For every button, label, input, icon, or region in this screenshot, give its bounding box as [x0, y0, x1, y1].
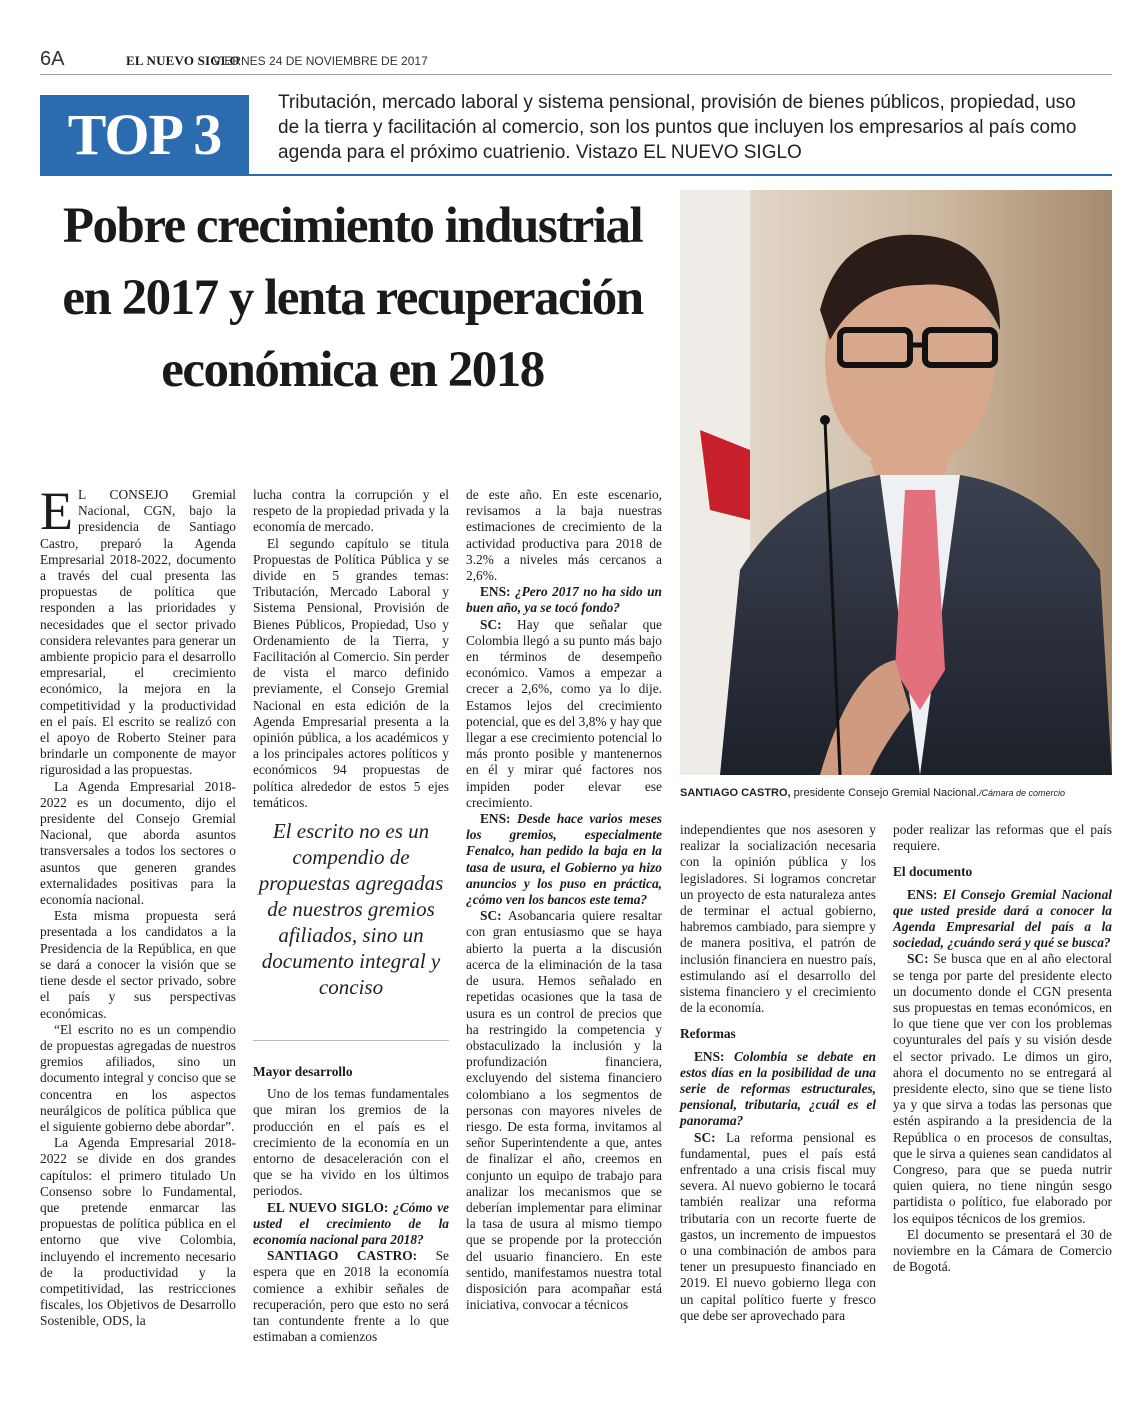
paragraph: de este año. En este escenario, revisamos a la baja nuestras estimaciones de crecimiento de la actividad productiva para 2018 de 3.2% a niveles más cercanos a 2,6%.: [466, 487, 662, 584]
paragraph: lucha contra la corrupción y el respeto de la propiedad privada y la economía de mercado.: [253, 487, 449, 535]
question-text: Desde hace varios meses los gremios, especialmente Fenalco, han pedido la baja en la tasa de usura, el Gobierno ya hizo anuncios y los puso en práctica, ¿cómo ven los bancos este tema?: [466, 811, 662, 908]
caption-text: presidente Consejo Gremial Nacional.: [790, 787, 979, 799]
top3-badge: TOP 3: [40, 95, 249, 174]
article-column-4: [680, 822, 876, 1324]
article-column-1: [40, 481, 236, 1330]
article-column-2: [253, 487, 449, 811]
answer-speaker: SC:: [480, 908, 502, 924]
question-text: ¿Cómo ve usted el crecimiento de la economía nacional para 2018?: [253, 1199, 449, 1248]
answer-speaker: SC:: [694, 1129, 716, 1145]
article-photo: [680, 190, 1112, 775]
question-speaker: ENS:: [480, 584, 511, 600]
paragraph: independientes que nos asesoren y realizar la socialización necesaria con la opinión pública y los legisladores. Si logramos concretar un proyecto de esta naturaleza antes de terminar el actual gobierno, habremos cambiado, para siempre y de manera positiva, el patrón de inclusión financiera en nuestro país, estimulando así el desarrollo del sistema financiero y el crecimiento de la economía.: [680, 822, 876, 1016]
paragraph: Esta misma propuesta será presentada a los candidatos a la Presidencia de la República, en que se dará a conocer la visión que se tiene desde el sector privado, sobre el país y sus perspectivas económicas.: [40, 908, 236, 1021]
issue-date: VIERNES 24 DE NOVIEMBRE DE 2017: [213, 54, 428, 68]
question-text: El Consejo Gremial Nacional que usted preside dará a conocer la Agenda Empresarial del país a la sociedad, ¿cuándo será y qué se busca?: [893, 886, 1112, 951]
subheading: El documento: [893, 864, 973, 880]
answer-text: Hay que señalar que Colombia llegó a su punto más bajo en términos de desempeño económico. Vamos a empezar a crecer a 2,6%, como ya lo dije. Estamos lejos del crecimiento potencial, que es del 3,8% y hay que llegar a ese crecimiento potencial lo más pronto posible y mantenernos en él y mirar qué factores nos impiden poder elevar ese crecimiento.: [466, 616, 662, 810]
paragraph: El segundo capítulo se titula Propuestas de Política Pública y se divide en 5 grandes temas: Tributación, Mercado Laboral y Sistema Pensional, Provisión de Bienes Públicos, Propiedad, Uso y Ordenamiento de la Tierra, y Facilitación al Comercio. Sin perder de vista el marco definido previamente, el Consejo Gremial Nacional en esta edición de la Agenda Empresarial presenta a la opinión pública, a los académicos y a los principales actores políticos y económicos 94 propuestas de política alrededor de estos 5 ejes temáticos.: [253, 535, 449, 810]
answer-speaker: SC:: [480, 616, 502, 632]
portrait-image: [680, 190, 1112, 775]
answer-speaker: SC:: [907, 951, 929, 967]
article-headline: Pobre crecimiento industrial en 2017 y lenta recuperación económica en 2018: [62, 198, 643, 398]
article-column-2-lower: [253, 1064, 449, 1345]
answer-text: La reforma pensional es fundamental, pues el país está enfrentado a una crisis fiscal muy severa. Al nuevo gobierno le tocará también realizar una reforma tributaria con un recorte fuerte de gastos, un incremento de impuestos o una combinación de ambos para tener un presupuesto financiado en 2019. El nuevo gobierno llega con un capital político fuerte y fresco que debe ser aprovechado para: [680, 1129, 876, 1323]
paragraph: L CONSEJO Gremial Nacional, CGN, bajo la presidencia de Santiago Castro, preparó la Agenda Empresarial 2018-2022, documento a través del cual presenta las propuestas de política que responden a las prioridades y necesidades que el sector privado considera relevantes para generar un ambiente propicio para el desarrollo empresarial, el crecimiento económico, la mejora en la competitividad y la productividad en el país. El escrito se realizó con el apoyo de Roberto Steiner para brindarle un componente de mayor rigurosidad a las propuestas.: [40, 487, 236, 778]
paragraph: La Agenda Empresarial 2018-2022 se divide en dos grandes capítulos: el primero titulado Un Consenso sobre lo Fundamental, que pretende enmarcar las propuestas de política pública en el entorno que vive Colombia, incluyendo el incremento necesario de la productividad y la competitividad, las restricciones fiscales, los Objetivos de Desarrollo Sostenible, ODS, la: [40, 1135, 236, 1329]
article-column-5: [893, 822, 1112, 1275]
paragraph: Uno de los temas fundamentales que miran los gremios de la producción en el país es el crecimiento de la economía en un entorno de desaceleración con el que se ha vivido en los últimos periodos.: [253, 1086, 449, 1199]
question-speaker: ENS:: [907, 886, 938, 902]
drop-cap: E: [40, 481, 73, 541]
question-text: Colombia se debate en estos días en la posibilidad de una serie de reformas estructurales, pensional, tributaria, ¿cuál es el panorama?: [680, 1048, 876, 1129]
article-column-3: [466, 487, 662, 1313]
pull-quote: El escrito no es un compendio de propuestas agregadas de nuestros gremios afiliados, sino un documento integral y conciso: [258, 819, 444, 999]
answer-text: Se espera que en 2018 la economía comience a exhibir señales de recuperación, pero que esto no será tan contundente frente a lo que estimaban a comienzos: [253, 1248, 449, 1345]
answer-text: Asobancaria quiere resaltar con gran entusiasmo que se haya abierto la puerta a la discusión acerca de la eliminación de la tasa de usura. Hemos señalado en repetidas ocasiones que la tasa de usura es un control de precios que ha restringido la competencia y obstaculizado la inclusión y la profundización financiera, excluyendo del sistema financiero colombiano a los segmentos de personas con mayores niveles de riesgo. De esta forma, invitamos al señor Superintendente a que, antes de finalizar el año, creemos en conjunto un equipo de trabajo para analizar los mecanismos que se deberían implementar para eliminar la tasa de usura al mismo tiempo que se propende por la protección del usuario financiero. En este sentido, manifestamos nuestra total disposición para acompañar está iniciativa, convocar a técnicos: [466, 908, 662, 1313]
pull-quote-divider: [253, 1040, 449, 1041]
page-number: 6A: [40, 48, 65, 70]
paragraph: El documento se presentará el 30 de noviembre en la Cámara de Comercio de Bogotá.: [893, 1226, 1112, 1275]
paragraph: poder realizar las reformas que el país requiere.: [893, 822, 1112, 854]
question-text: ¿Pero 2017 no ha sido un buen año, ya se tocó fondo?: [466, 584, 662, 616]
top3-summary: Tributación, mercado laboral y sistema pensional, provisión de bienes públicos, propiedad, uso de la tierra y facilitación al comercio, son los puntos que incluyen los empresarios al país como agenda para el próximo cuatrienio. Vistazo EL NUEVO SIGLO: [278, 92, 1077, 163]
caption-name: SANTIAGO CASTRO,: [680, 787, 791, 799]
top3-divider: [40, 174, 1112, 176]
answer-text: Se busca que en al año electoral se tenga por parte del presidente electo un documento donde el CGN presenta sus propuestas en temas económicos, en lo que tiene que ver con los problemas coyunturales del país y su visión desde el sector privado. Le dimos un giro, ahora el documento no se entregará al presidente electo, sino que se tiene listo ya y que sirva a todas las personas que estén aspirando a la presidencia de la República o en procesos de consultas, que le sirva a quienes sean candidatos al Congreso, para que se pueda nutrir quien quiera, no tiene ningún sesgo partidista o político, fue elaborado por los equipos técnicos de los gremios.: [893, 951, 1112, 1226]
paragraph: La Agenda Empresarial 2018-2022 es un documento, dijo el presidente del Consejo Gremial Nacional, que aborda asuntos transversales a todos los sectores o asuntos que generen grandes externalidades positivas para la economía nacional.: [40, 778, 236, 908]
caption-credit: /Cámara de comercio: [978, 788, 1065, 798]
publication-name: EL NUEVO SIGLO: [126, 53, 240, 68]
paragraph: “El escrito no es un compendio de propuestas agregadas de nuestros gremios afiliados, sino un documento integral y conciso que se concentra en los aspectos neurálgicos de política pública que el siguiente gobierno debe abordar”.: [40, 1021, 236, 1134]
running-header: [40, 48, 1112, 75]
question-speaker: ENS:: [480, 811, 511, 827]
subheading: Reformas: [680, 1026, 736, 1042]
answer-speaker: SANTIAGO CASTRO:: [267, 1248, 418, 1264]
subheading: Mayor desarrollo: [253, 1064, 353, 1079]
question-speaker: ENS:: [694, 1048, 725, 1064]
photo-caption: [680, 787, 1112, 799]
question-speaker: EL NUEVO SIGLO:: [267, 1199, 389, 1215]
